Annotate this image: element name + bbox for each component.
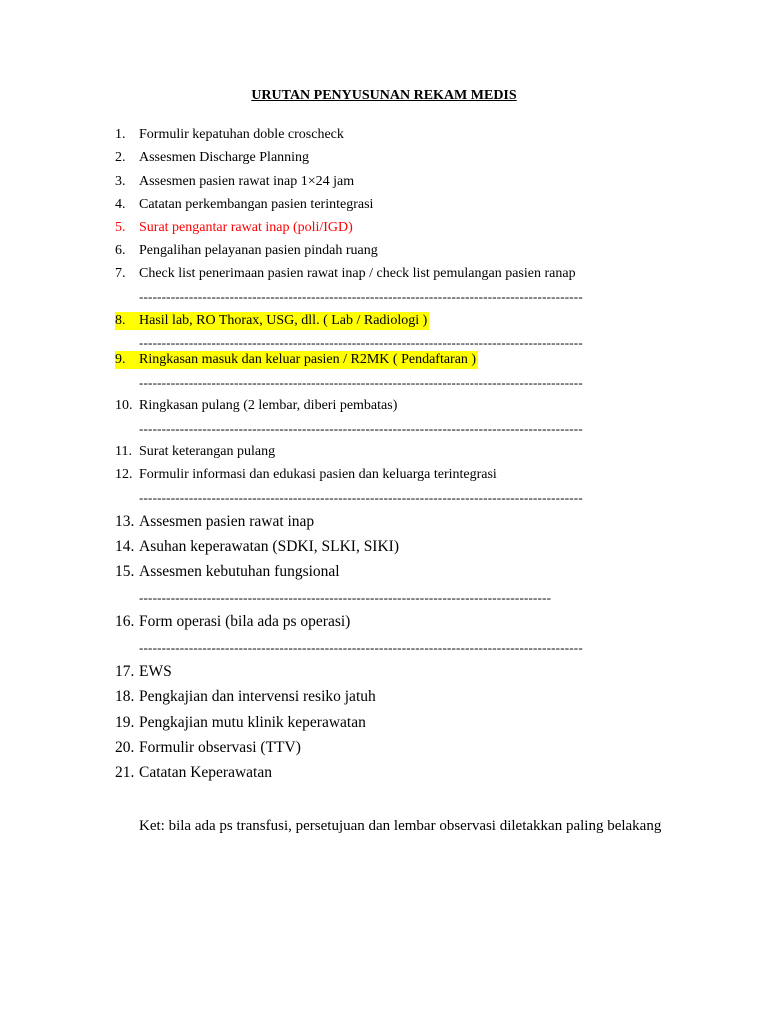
item-number: 1. xyxy=(115,127,126,142)
item-number: 21. xyxy=(115,764,135,781)
list-item-1 xyxy=(115,126,675,144)
item-text: EWS xyxy=(139,663,172,680)
item-text: Formulir observasi (TTV) xyxy=(139,739,301,756)
page-title: URUTAN PENYUSUNAN REKAM MEDIS xyxy=(251,88,517,103)
item-text: Assesmen pasien rawat inap xyxy=(139,513,315,530)
separator-line: -------------------------------------------------------------------------------------------------- xyxy=(139,290,583,304)
list-item-8 xyxy=(115,312,429,330)
list-item-17 xyxy=(115,663,675,681)
list-item-15 xyxy=(115,563,675,581)
separator-line: -------------------------------------------------------------------------------------------------- xyxy=(139,422,583,436)
item-text: Ringkasan masuk dan keluar pasien / R2MK ( Pendaftaran ) xyxy=(139,352,477,367)
list-item-12 xyxy=(115,466,675,484)
list-item-9 xyxy=(115,351,478,369)
item-text: Surat pengantar rawat inap (poli/IGD) xyxy=(139,220,353,235)
item-text: Pengkajian mutu klinik keperawatan xyxy=(139,714,366,731)
list-item-14 xyxy=(115,538,675,556)
item-number: 14. xyxy=(115,538,135,555)
item-text: Asuhan keperawatan (SDKI, SLKI, SIKI) xyxy=(139,538,399,555)
item-text: Formulir informasi dan edukasi pasien dan keluarga terintegrasi xyxy=(139,467,497,482)
note-paragraph: Ket: bila ada ps transfusi, persetujuan dan lembar observasi diletakkan paling belakang xyxy=(139,818,662,834)
item-number: 4. xyxy=(115,197,126,212)
item-number: 19. xyxy=(115,714,135,731)
item-number: 10. xyxy=(115,398,133,413)
separator-line: ------------------------------------------------------------------------------------------- xyxy=(139,591,552,605)
list-item-13 xyxy=(115,513,675,531)
separator-line: -------------------------------------------------------------------------------------------------- xyxy=(139,336,583,350)
item-number: 20. xyxy=(115,739,135,756)
list-item-18 xyxy=(115,688,675,706)
separator-line: -------------------------------------------------------------------------------------------------- xyxy=(139,491,583,505)
item-number: 11. xyxy=(115,444,132,459)
item-number: 12. xyxy=(115,467,133,482)
item-number: 7. xyxy=(115,266,126,281)
item-number: 3. xyxy=(115,174,126,189)
list-item-7 xyxy=(115,265,675,283)
item-text: Ringkasan pulang (2 lembar, diberi pembatas) xyxy=(139,398,398,413)
list-item-5 xyxy=(115,219,675,237)
item-number: 2. xyxy=(115,150,126,165)
item-number: 9. xyxy=(115,352,126,367)
list-item-3 xyxy=(115,173,675,191)
list-item-20 xyxy=(115,739,675,757)
list-item-10 xyxy=(115,397,675,415)
item-text: Catatan Keperawatan xyxy=(139,764,272,781)
item-number: 8. xyxy=(115,313,126,328)
list-item-2 xyxy=(115,149,675,167)
item-number: 6. xyxy=(115,243,126,258)
item-text: Assesmen pasien rawat inap 1×24 jam xyxy=(139,174,355,189)
list-item-6 xyxy=(115,242,675,260)
item-text: Formulir kepatuhan doble croscheck xyxy=(139,127,344,142)
list-item-16 xyxy=(115,613,675,631)
list-item-19 xyxy=(115,714,675,732)
item-text: Surat keterangan pulang xyxy=(139,444,276,459)
item-text: Assesmen Discharge Planning xyxy=(139,150,310,165)
list-item-21 xyxy=(115,764,675,782)
item-number: 16. xyxy=(115,613,135,630)
item-text: Pengalihan pelayanan pasien pindah ruang xyxy=(139,243,378,258)
separator-line: -------------------------------------------------------------------------------------------------- xyxy=(139,641,583,655)
item-number: 15. xyxy=(115,563,135,580)
separator-line: -------------------------------------------------------------------------------------------------- xyxy=(139,376,583,390)
item-number: 13. xyxy=(115,513,135,530)
item-text: Form operasi (bila ada ps operasi) xyxy=(139,613,351,630)
item-text: Pengkajian dan intervensi resiko jatuh xyxy=(139,688,376,705)
list-item-11 xyxy=(115,443,675,461)
item-number: 17. xyxy=(115,663,135,680)
item-number: 5. xyxy=(115,220,126,235)
item-text: Assesmen kebutuhan fungsional xyxy=(139,563,340,580)
list-item-4 xyxy=(115,196,675,214)
item-text: Check list penerimaan pasien rawat inap / check list pemulangan pasien ranap xyxy=(139,266,576,281)
item-number: 18. xyxy=(115,688,135,705)
item-text: Hasil lab, RO Thorax, USG, dll. ( Lab / Radiologi ) xyxy=(139,313,428,328)
item-text: Catatan perkembangan pasien terintegrasi xyxy=(139,197,374,212)
